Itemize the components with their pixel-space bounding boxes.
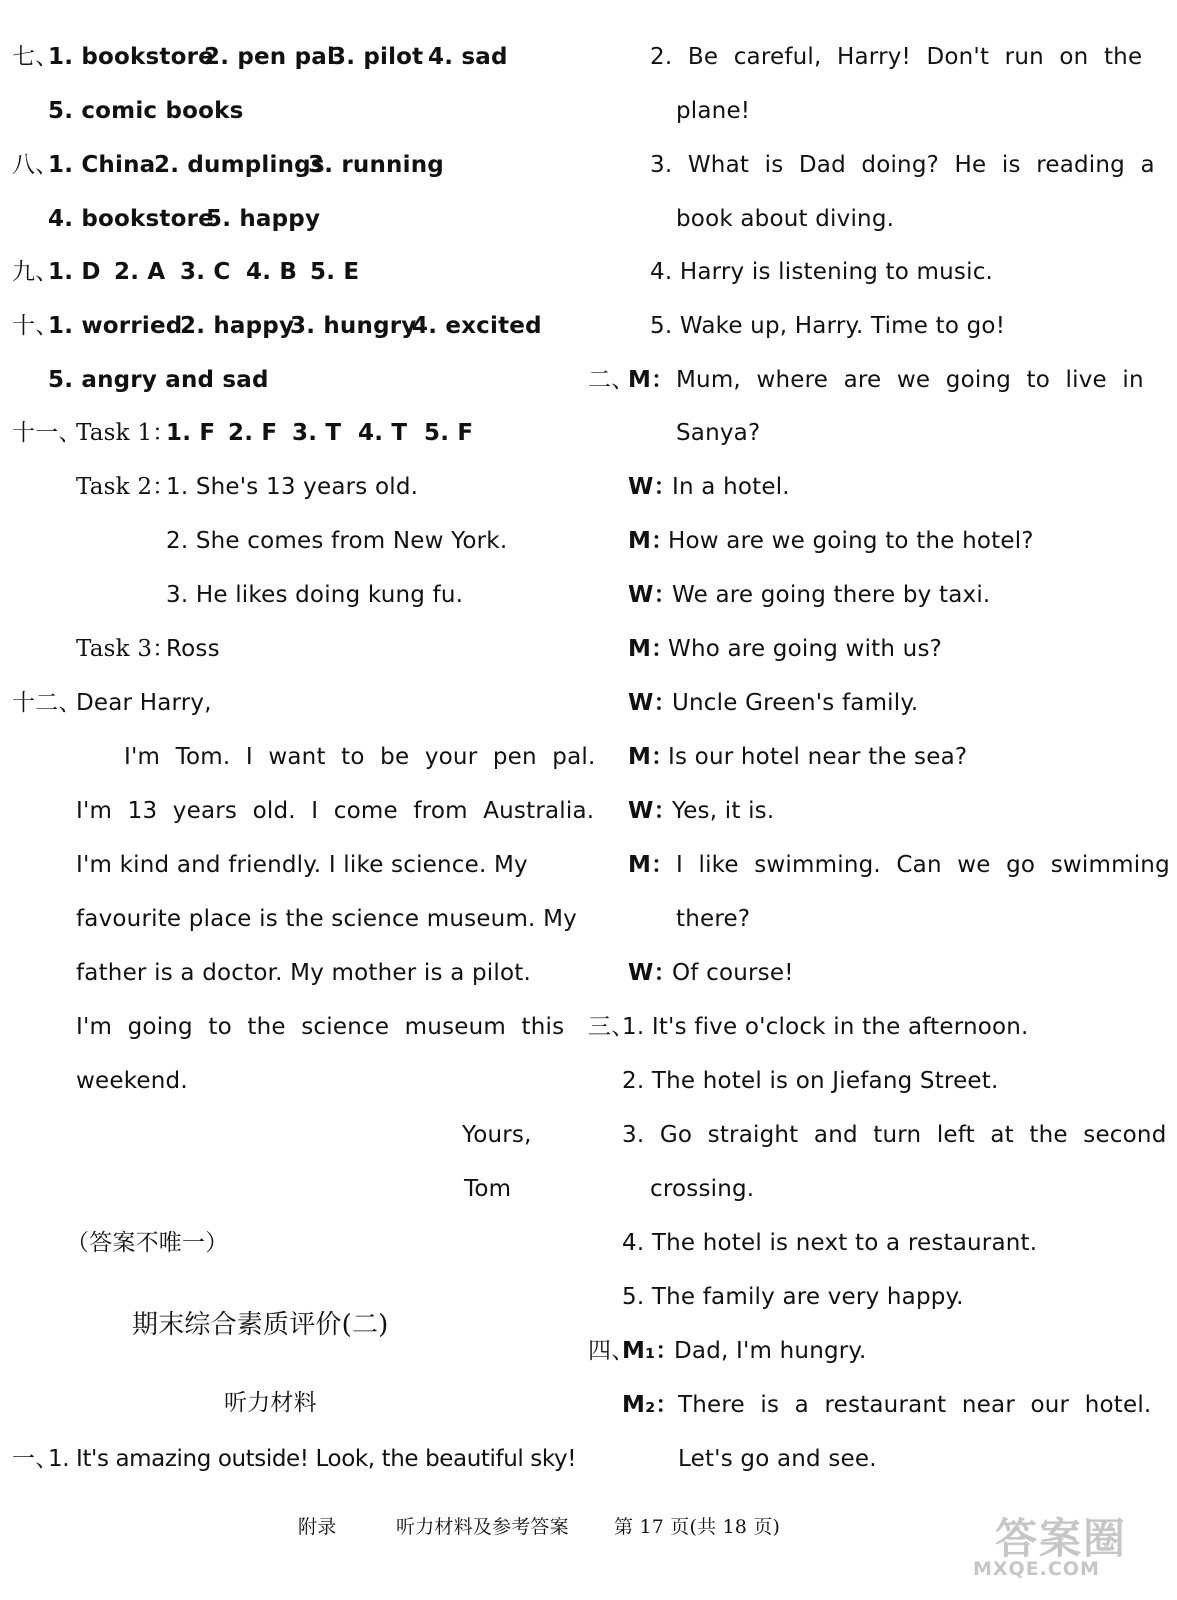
speaker-label: M： — [628, 852, 675, 878]
answer: 1. D — [48, 259, 101, 285]
section-8-number: 八、 — [12, 152, 59, 178]
answer: 2. She comes from New York. — [166, 528, 508, 554]
letter-line: weekend. — [76, 1068, 188, 1094]
letter-closing: Yours, — [462, 1122, 532, 1148]
speaker-label: W： — [628, 582, 677, 608]
answer: 5. happy — [206, 206, 321, 232]
letter-line: father is a doctor. My mother is a pilot. — [76, 960, 531, 986]
footer-page-number: 第 17 页(共 18 页) — [614, 1516, 781, 1538]
answer: 2. A — [114, 259, 166, 285]
listening-line: 2. The hotel is on Jiefang Street. — [622, 1068, 999, 1094]
speaker-label: M： — [628, 744, 675, 770]
watermark-logo — [973, 1506, 1163, 1586]
answer: 2. F — [228, 420, 278, 446]
letter-signature: Tom — [464, 1176, 512, 1202]
listening-line: 5. The family are very happy. — [622, 1284, 964, 1310]
speaker-label: M： — [628, 528, 675, 554]
answer: 2. happy — [180, 313, 295, 339]
speaker-label: W： — [628, 690, 677, 716]
listening-title: 听力材料 — [224, 1390, 317, 1416]
answer: 5. E — [310, 259, 360, 285]
speaker-label: M： — [628, 367, 675, 393]
listening-line: plane! — [676, 98, 751, 124]
task-3-label: Task 3： — [76, 636, 176, 662]
exam-title: 期末综合素质评价(二) — [132, 1310, 389, 1340]
answer: 3. running — [308, 152, 444, 178]
answer: 3. C — [180, 259, 231, 285]
letter-line: favourite place is the science museum. My — [76, 906, 577, 932]
footer-material: 听力材料及参考答案 — [396, 1516, 569, 1538]
footer-label: 附录 — [298, 1516, 337, 1538]
part-4-number: 四、 — [588, 1338, 635, 1364]
dialog-line: Mum, where are we going to live in — [676, 367, 1144, 393]
watermark-logo-text: 答案圈 — [995, 1514, 1128, 1563]
section-9-number: 九、 — [12, 259, 59, 285]
listening-line: 3. Go straight and turn left at the second — [622, 1122, 1167, 1148]
listening-line: book about diving. — [676, 206, 895, 232]
dialog-line: There is a restaurant near our hotel. — [678, 1392, 1152, 1418]
dialog-line: Dad, I'm hungry. — [674, 1338, 867, 1364]
answer: 5. comic books — [48, 98, 244, 124]
answer: 4. bookstore — [48, 206, 214, 232]
dialog-line: Yes, it is. — [672, 798, 775, 824]
speaker-label: W： — [628, 798, 677, 824]
answer: 1. F — [166, 420, 216, 446]
section-7-number: 七、 — [12, 44, 59, 70]
listening-line: 3. What is Dad doing? He is reading a — [650, 152, 1155, 178]
watermark-url: MXQE.COM — [973, 1558, 1100, 1580]
speaker-label: W： — [628, 474, 677, 500]
answer: 3. He likes doing kung fu. — [166, 582, 464, 608]
dialog-line: In a hotel. — [672, 474, 790, 500]
answer: 2. pen pal — [204, 44, 336, 70]
answer: 5. angry and sad — [48, 367, 269, 393]
task-2-label: Task 2： — [76, 474, 176, 500]
answer: 4. B — [246, 259, 298, 285]
answer: 2. dumplings — [154, 152, 325, 178]
answer: 1. worried — [48, 313, 183, 339]
listening-line: crossing. — [650, 1176, 755, 1202]
dialog-line: Who are going with us? — [668, 636, 943, 662]
answer: 1. She's 13 years old. — [166, 474, 419, 500]
answer: 4. sad — [428, 44, 508, 70]
letter-line: I'm going to the science museum this — [76, 1014, 565, 1040]
dialog-line: there? — [676, 906, 751, 932]
section-10-number: 十、 — [12, 313, 59, 339]
dialog-line: Is our hotel near the sea? — [668, 744, 968, 770]
speaker-label: W： — [628, 960, 677, 986]
dialog-line: Uncle Green's family. — [672, 690, 919, 716]
answer: 1. China — [48, 152, 156, 178]
section-11-number: 十一、 — [12, 420, 82, 446]
answer: 4. excited — [412, 313, 542, 339]
part-2-number: 二、 — [588, 367, 635, 393]
speaker-label: M： — [628, 636, 675, 662]
letter-line: I'm kind and friendly. I like science. My — [76, 852, 528, 878]
dialog-line: We are going there by taxi. — [672, 582, 991, 608]
dialog-line: How are we going to the hotel? — [668, 528, 1034, 554]
task-1-label: Task 1： — [76, 420, 176, 446]
part-1-number: 一、 — [12, 1446, 59, 1472]
dialog-line: Sanya? — [676, 420, 761, 446]
answer: Ross — [166, 636, 220, 662]
dialog-line: Of course! — [672, 960, 794, 986]
answer: 4. T — [358, 420, 408, 446]
answer-note: （答案不唯一） — [66, 1230, 229, 1256]
listening-line: 4. Harry is listening to music. — [650, 259, 994, 285]
answer: 3. pilot — [330, 44, 424, 70]
answer: 1. bookstore — [48, 44, 214, 70]
speaker-label: M₁： — [622, 1338, 679, 1364]
answer: 3. T — [292, 420, 342, 446]
section-12-number: 十二、 — [12, 690, 82, 716]
letter-line: I'm Tom. I want to be your pen pal. — [124, 744, 596, 770]
answer: 3. hungry — [290, 313, 417, 339]
letter-salutation: Dear Harry, — [76, 690, 212, 716]
dialog-line: I like swimming. Can we go swimming — [676, 852, 1170, 878]
listening-line: 5. Wake up, Harry. Time to go! — [650, 313, 1006, 339]
listening-line: 2. Be careful, Harry! Don't run on the — [650, 44, 1143, 70]
letter-line: I'm 13 years old. I come from Australia. — [76, 798, 595, 824]
speaker-label: M₂： — [622, 1392, 679, 1418]
dialog-line: Let's go and see. — [678, 1446, 877, 1472]
part-3-number: 三、 — [588, 1014, 635, 1040]
listening-line: 4. The hotel is next to a restaurant. — [622, 1230, 1038, 1256]
answer: 5. F — [424, 420, 474, 446]
listening-line: 1. It's five o'clock in the afternoon. — [622, 1014, 1029, 1040]
listening-line: 1. It's amazing outside! Look, the beautiful sky! — [48, 1446, 577, 1472]
